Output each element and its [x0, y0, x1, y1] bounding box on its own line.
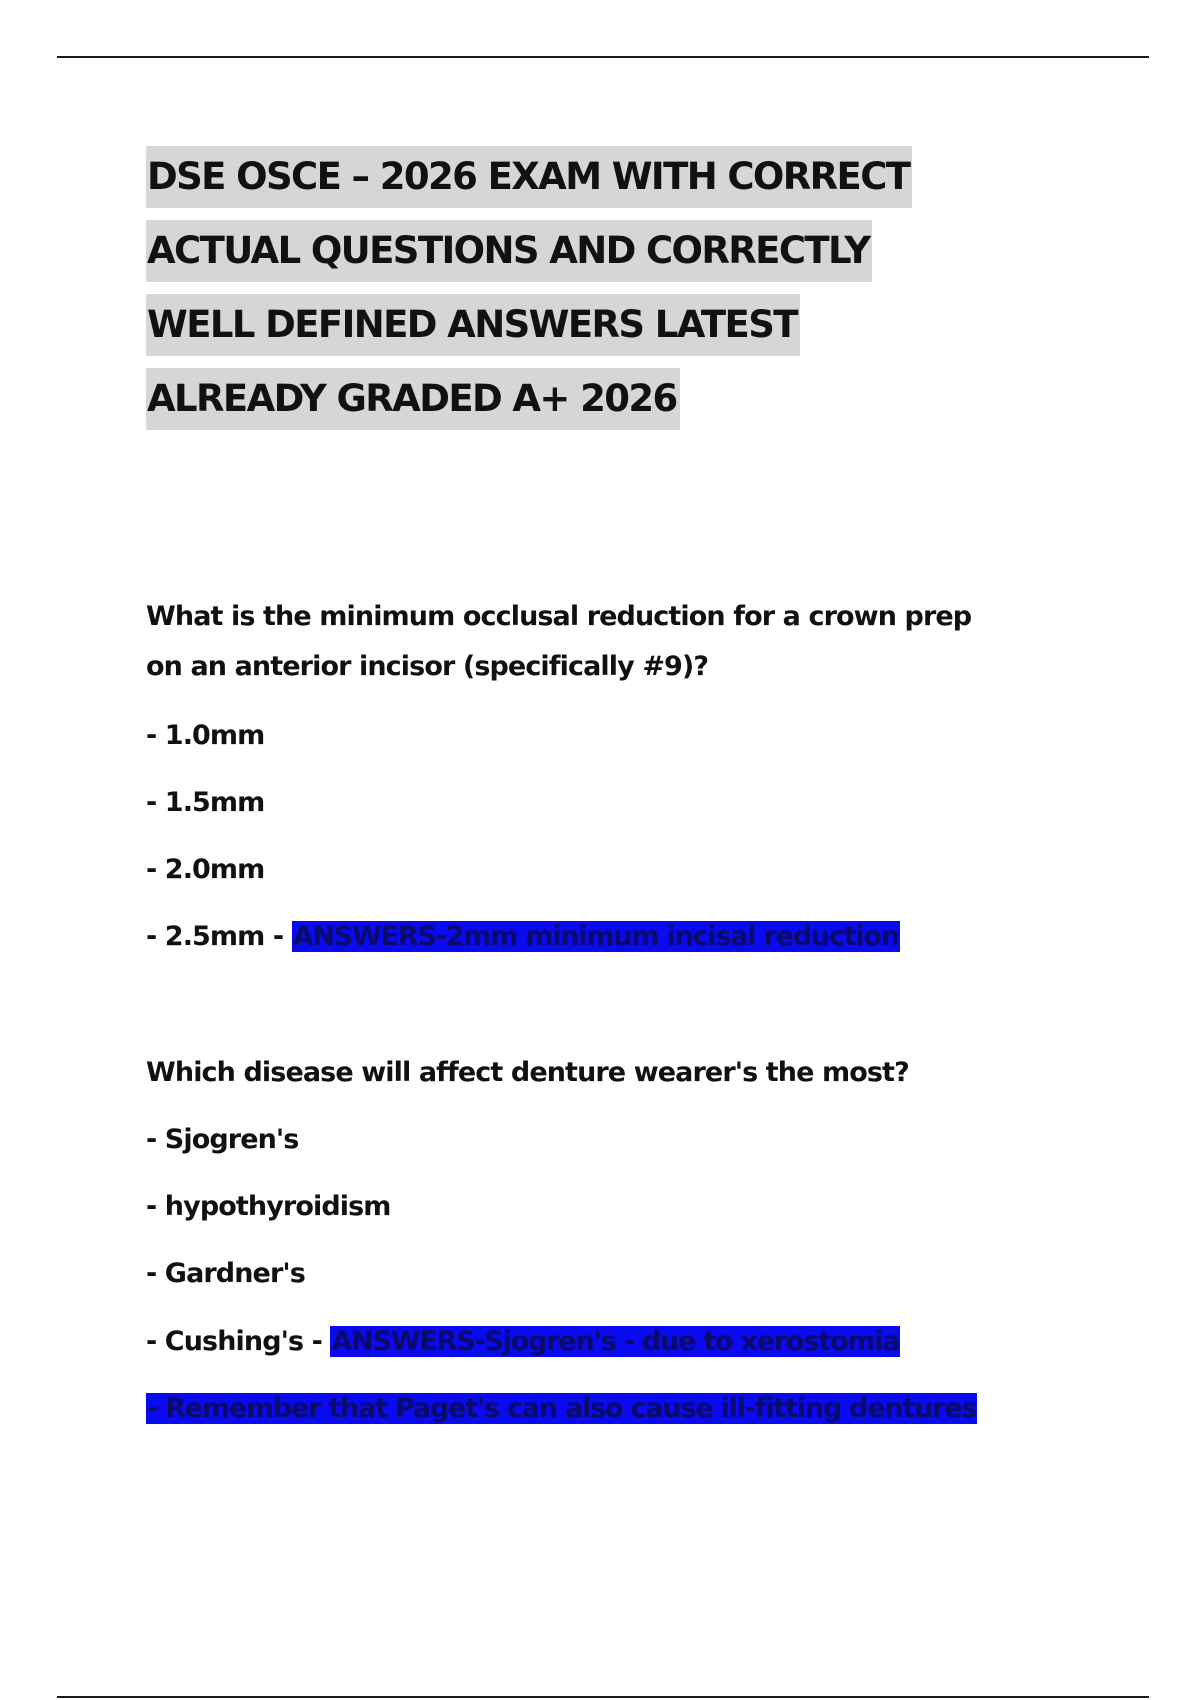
title-line: ALREADY GRADED A+ 2026: [146, 368, 1046, 430]
answer-note: [146, 1387, 977, 1431]
title-line: DSE OSCE – 2026 EXAM WITH CORRECT: [146, 146, 1046, 208]
document-title: [146, 146, 1046, 442]
answer-option: - 2.5mm - ANSWERS-2mm minimum incisal reduction: [146, 921, 899, 952]
answer-option: - Sjogren's: [146, 1124, 299, 1155]
answer-highlight: ANSWERS-2mm minimum incisal reduction: [292, 921, 899, 952]
top-rule: [57, 56, 1149, 58]
question-text: What is the minimum occlusal reduction for a crown prep: [146, 601, 972, 632]
answer-highlight: - Remember that Paget's can also cause ill-fitting dentures: [147, 1393, 977, 1424]
answer-option: - 1.0mm: [146, 720, 265, 751]
answer-option: - Cushing's - ANSWERS-Sjogren's - due to xerostomia: [146, 1326, 900, 1357]
title-line: WELL DEFINED ANSWERS LATEST: [146, 294, 1046, 356]
question-text: on an anterior incisor (specifically #9)?: [146, 651, 709, 682]
title-line: ACTUAL QUESTIONS AND CORRECTLY: [146, 220, 1046, 282]
bottom-rule: [57, 1696, 1149, 1698]
question-text: Which disease will affect denture wearer's the most?: [146, 1057, 909, 1088]
answer-option: - Gardner's: [146, 1258, 305, 1289]
answer-option: - hypothyroidism: [146, 1191, 391, 1222]
answer-option: - 2.0mm: [146, 854, 265, 885]
answer-highlight: ANSWERS-Sjogren's - due to xerostomia: [331, 1326, 900, 1357]
answer-option: - 1.5mm: [146, 787, 265, 818]
